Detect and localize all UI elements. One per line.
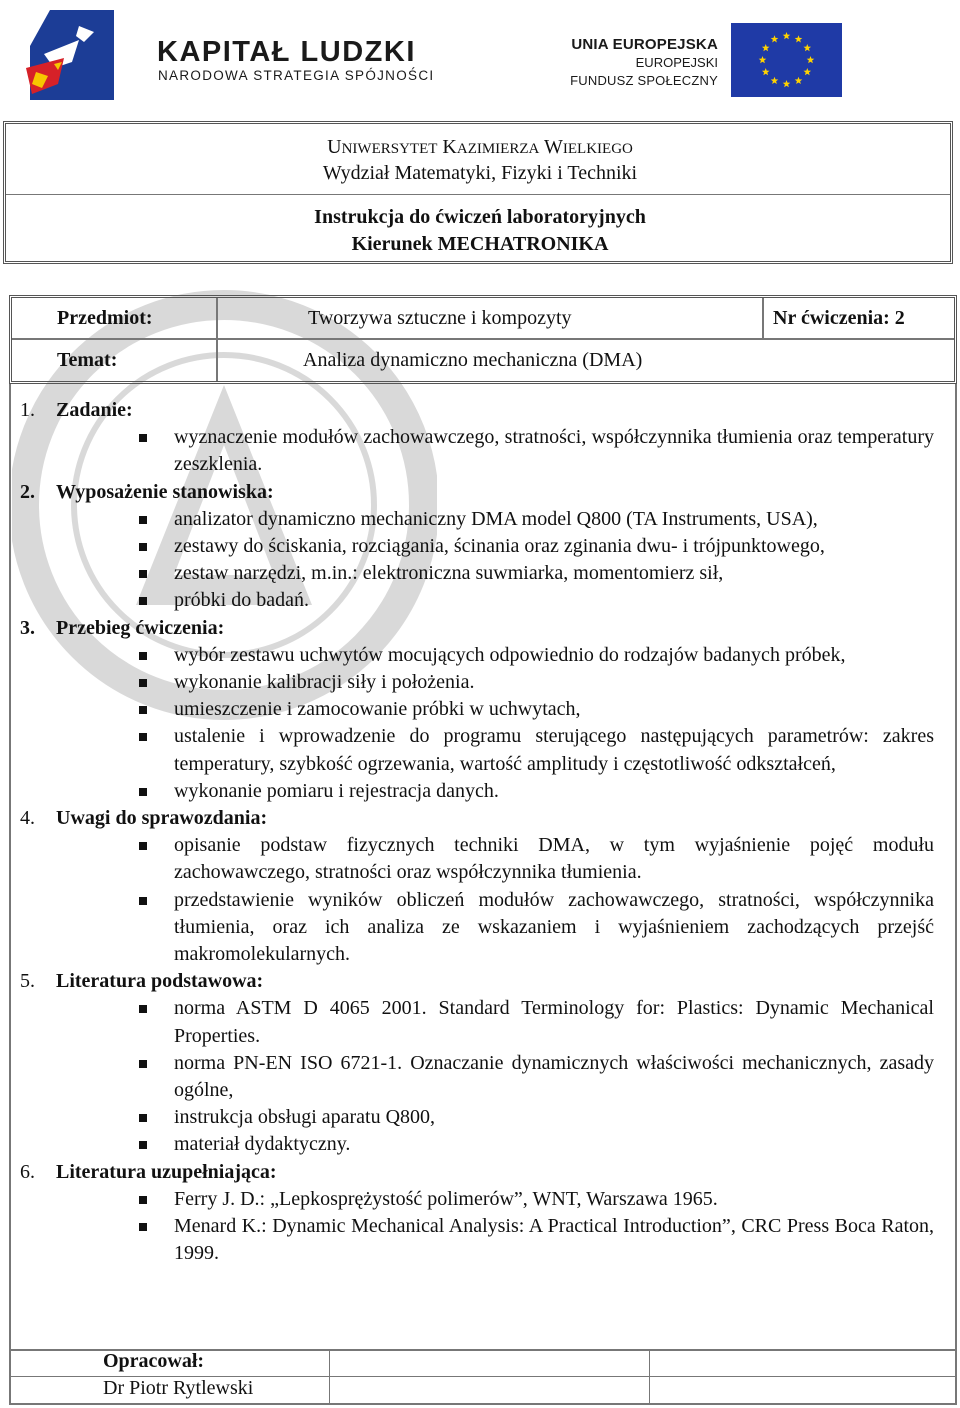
list-item [20,1104,940,1131]
list-item-text: norma PN-EN ISO 6721-1. Oznaczanie dynamicznych właściwości mechanicznych, zasady ogólne, [174,1051,934,1102]
list-item [20,506,940,533]
bullet-icon [139,1223,147,1231]
list-item [20,1213,940,1267]
list-item [20,560,940,587]
bullet-icon [139,1141,147,1149]
bullet-icon [139,543,147,551]
eu-line-1: UNIA EUROPEJSKA [571,36,718,53]
instruction-content [20,397,940,1268]
faculty-name: Wydział Matematyki, Fizyki i Techniki [322,162,638,184]
list-item-text: analizator dynamiczno mechaniczny DMA model Q800 (TA Instruments, USA), [174,507,818,530]
section-number: 5. [20,970,35,993]
list-item-text: norma ASTM D 4065 2001. Standard Terminology for: Plastics: Dynamic Mechanical Properties. [174,997,934,1047]
bullet-icon [139,597,147,605]
list-item-text: wykonanie pomiaru i rejestracja danych. [174,779,499,802]
section-heading [20,397,940,424]
list-item-text: zestawy do ściskania, rozciągania, ścinania oraz zginania dwu- i trójpunktowego, [174,535,825,558]
list-item-text: umieszczenie i zamocowanie próbki w uchwytach, [174,698,581,721]
bullet-icon [139,570,147,578]
list-item [20,1131,940,1158]
list-item-text: ustalenie i wprowadzenie do programu sterującego następujących parametrów: zakres temperatury, szybkość ogrzewania, wartość amplitudy i częstotliwość odkształceń, [174,725,934,775]
section-title: Literatura podstawowa: [56,970,264,993]
list-item [20,1050,940,1104]
list-item [20,424,940,478]
bullet-icon [139,842,147,850]
bullet-icon [139,1005,147,1013]
eu-flag-icon [731,23,842,97]
university-name: UNIWERSYTET KAZIMIERZA WIELKIEGO [327,136,633,158]
list-item-text: wykonanie kalibracji siły i położenia. [174,671,475,694]
list-item [20,587,940,614]
list-item [20,778,940,805]
eu-fund-label [560,36,718,90]
bullet-icon [139,706,147,714]
section-heading [20,805,940,832]
list-item [20,995,940,1049]
bullet-icon [139,516,147,524]
section-number: 3. [20,616,35,639]
section-title: Przebieg ćwiczenia: [56,616,225,639]
bullet-icon [139,897,147,905]
eu-line-3: FUNDUSZ SPOŁECZNY [570,73,718,88]
topic-label: Temat: [57,349,118,371]
list-item [20,887,940,969]
list-item-text: próbki do badań. [174,589,309,612]
author-name: Dr Piotr Rytlewski [103,1377,254,1399]
bullet-icon [139,434,147,442]
section-number: 1. [20,399,35,421]
prepared-by-label: Opracował: [103,1350,205,1372]
bullet-icon [139,1114,147,1122]
bullet-icon [139,679,147,687]
list-item-text: zestaw narzędzi, m.in.: elektroniczna suwmiarka, momentomierz sił, [174,562,724,585]
list-item-text: wybór zestawu uchwytów mocujących odpowiednio do rodzajów badanych próbek, [174,643,846,666]
exercise-number: Nr ćwiczenia: 2 [773,307,905,329]
list-item [20,1186,940,1213]
section-number: 6. [20,1160,35,1183]
subject-value: Tworzywa sztuczne i kompozyty [308,307,572,329]
section-title: Zadanie: [56,399,133,421]
instruction-title: Instrukcja do ćwiczeń laboratoryjnych [314,206,646,228]
list-item-text: wyznaczenie modułów zachowawczego, stratności, współczynnika tłumienia oraz temperatury zeszklenia. [174,426,934,476]
list-item [20,669,940,696]
list-item-text: opisanie podstaw fizycznych techniki DMA, w tym wyjaśnienie pojęć modułu zachowawczego, stratności oraz współczynnika tłumienia. [174,834,934,884]
eu-line-2: EUROPEJSKI [635,55,718,70]
section-title: Wyposażenie stanowiska: [56,480,274,503]
kapital-ludzki-subtitle: NARODOWA STRATEGIA SPÓJNOŚCI [158,68,435,83]
bullet-icon [139,1060,147,1068]
bullet-icon [139,788,147,796]
bullet-icon [139,733,147,741]
section-number: 2. [20,480,35,503]
kapital-ludzki-title: KAPITAŁ LUDZKI [157,36,416,68]
kapital-ludzki-logo-icon [24,6,124,106]
section-heading [20,968,940,995]
field-of-study: Kierunek MECHATRONIKA [351,233,609,255]
list-item-text: przedstawienie wyników obliczeń modułów zachowawczego, stratności, współczynnika tłumienia, oraz ich analiza ze wskazaniem i wyjaśnieniem zachodzących przejść makromolekularnych. [174,888,934,966]
section-title: Literatura uzupełniająca: [56,1160,277,1183]
section-number: 4. [20,807,35,830]
bullet-icon [139,652,147,660]
topic-value: Analiza dynamiczno mechaniczna (DMA) [303,349,643,371]
bullet-icon [139,1196,147,1204]
section-heading [20,615,940,642]
list-item-text: Menard K.: Dynamic Mechanical Analysis: A Practical Introduction”, CRC Press Boca Raton, 1999. [174,1215,934,1265]
list-item [20,533,940,560]
list-item-text: materiał dydaktyczny. [174,1133,351,1156]
section-heading [20,1159,940,1186]
list-item-text: instrukcja obsługi aparatu Q800, [174,1106,436,1129]
list-item [20,723,940,777]
list-item-text: Ferry J. D.: „Lepkosprężystość polimerów”, WNT, Warszawa 1965. [174,1187,718,1210]
list-item [20,642,940,669]
subject-label: Przedmiot: [57,307,153,329]
section-title: Uwagi do sprawozdania: [56,807,268,830]
list-item [20,696,940,723]
list-item [20,832,940,886]
section-heading [20,479,940,506]
